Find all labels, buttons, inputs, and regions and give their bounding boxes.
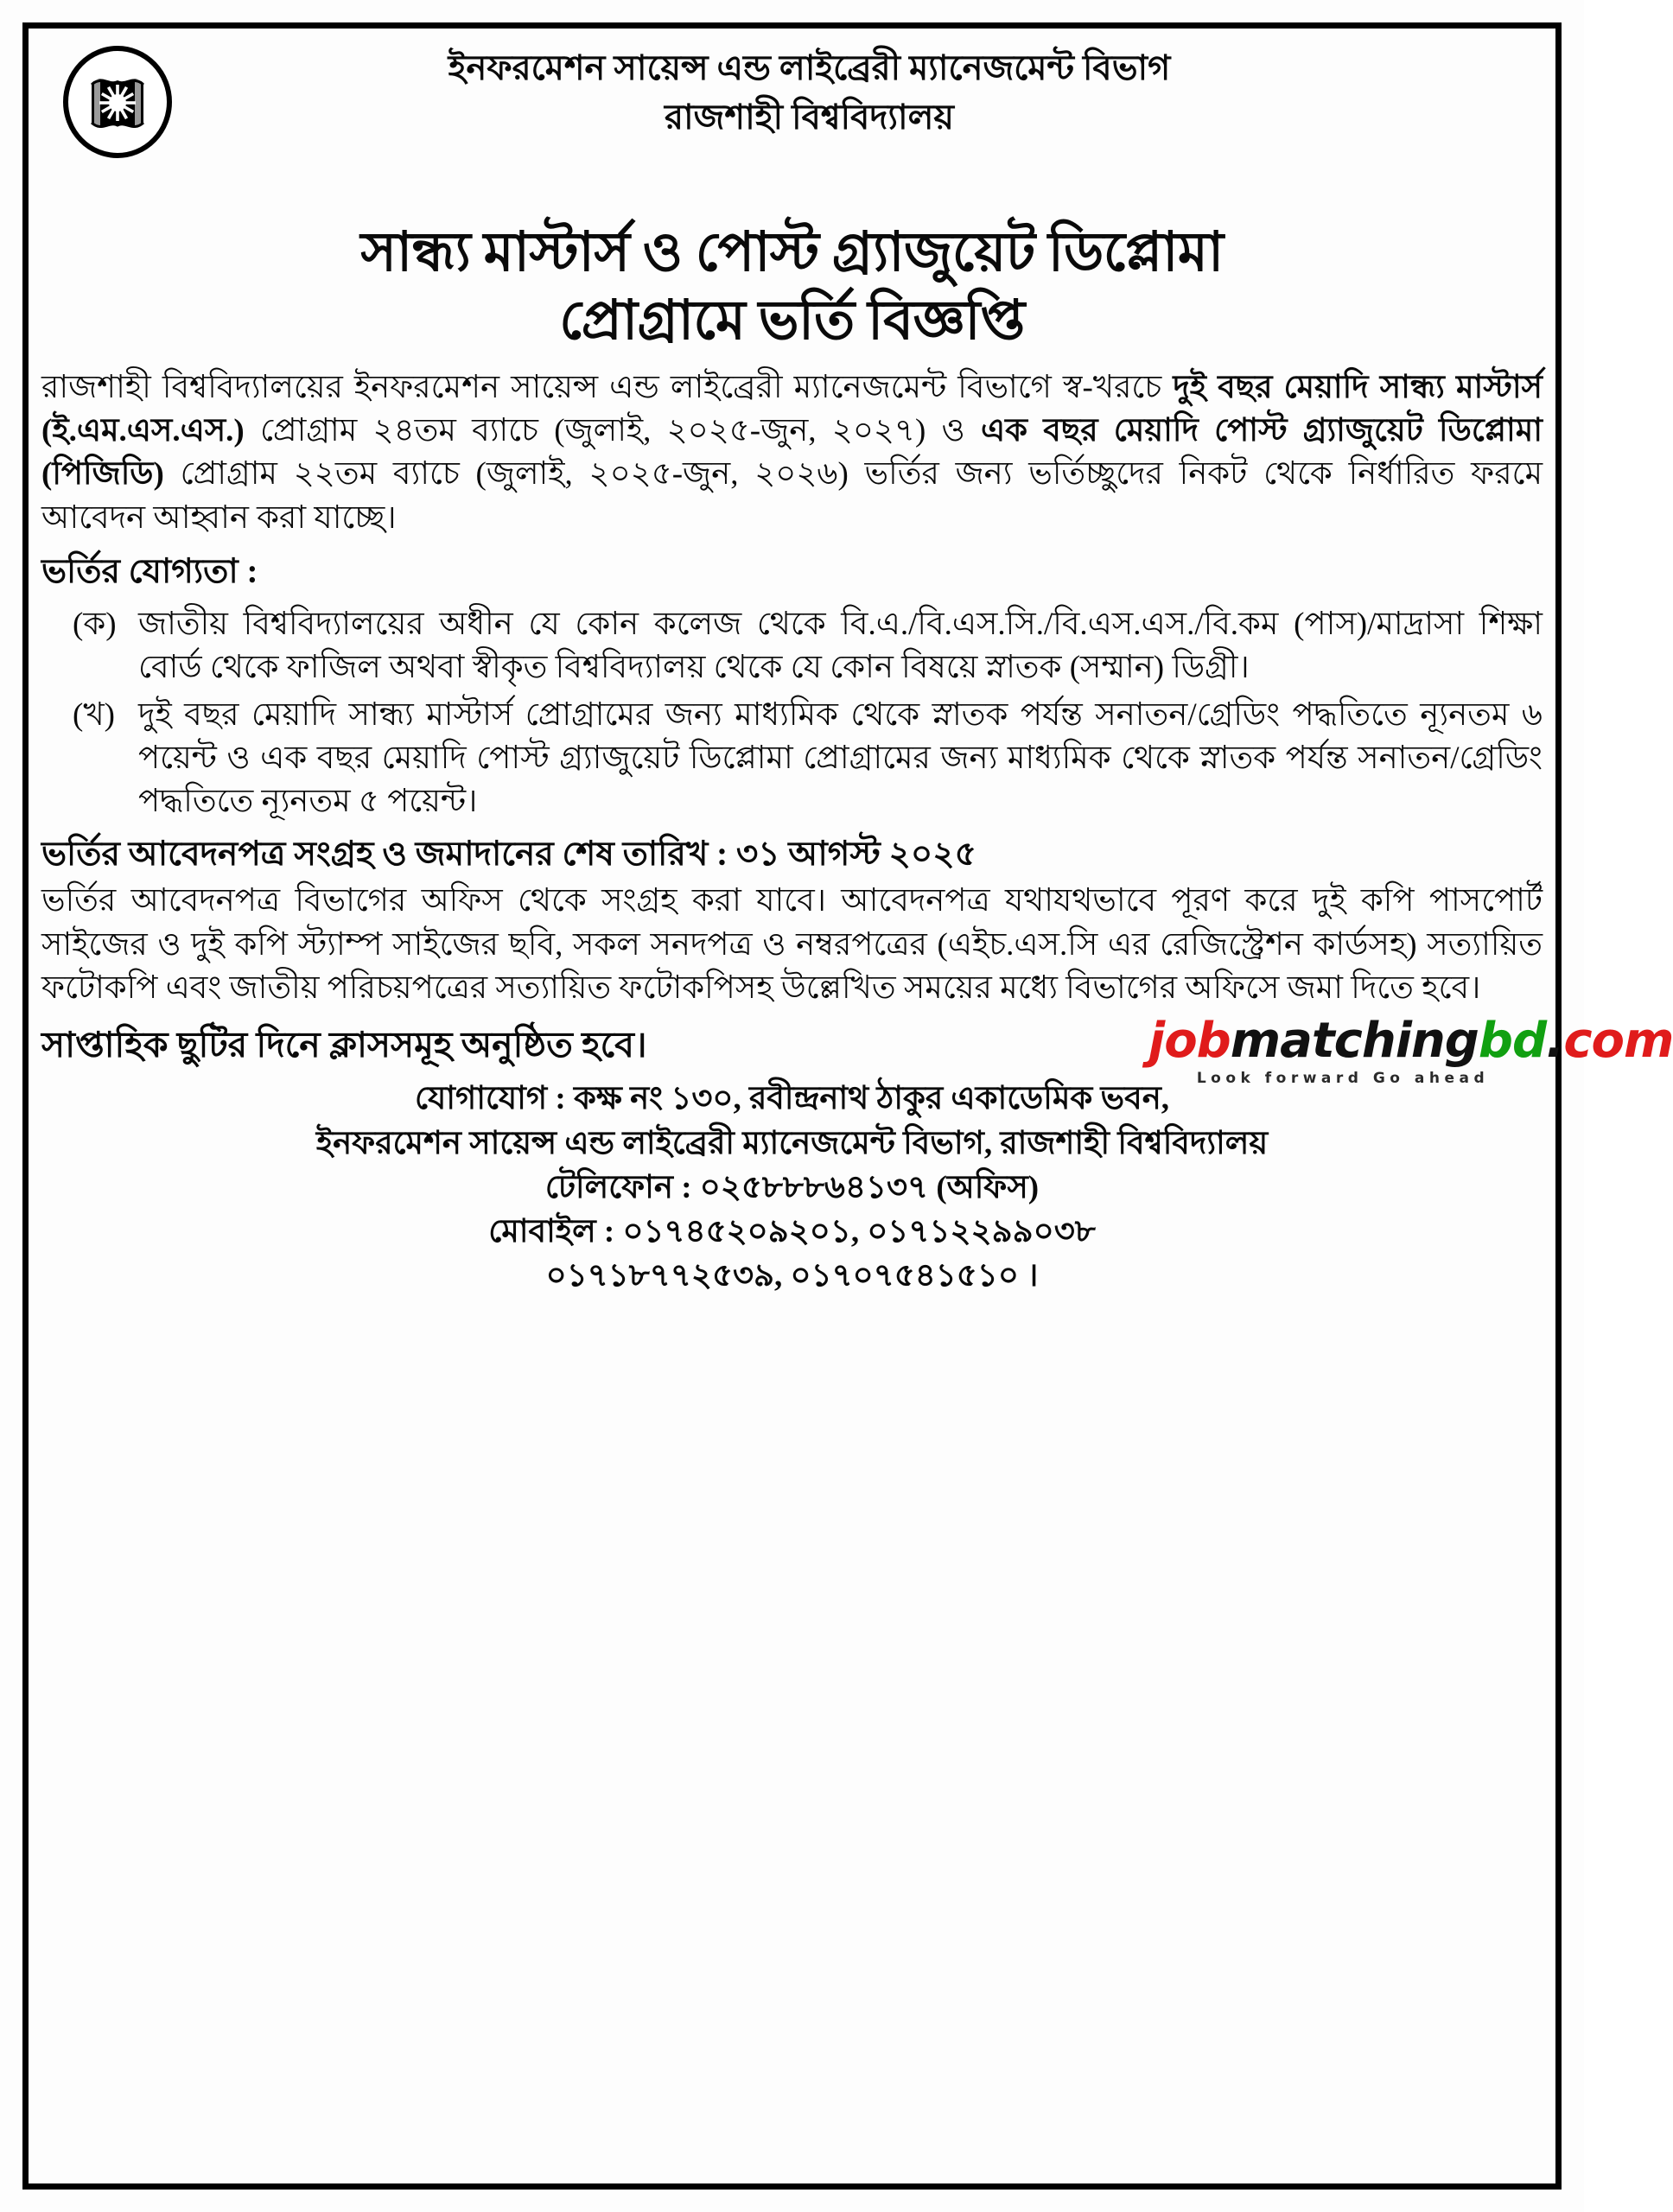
intro-part-3: প্রোগ্রাম ২২তম ব্যাচে (জুলাই, ২০২৫-জুন, ২০২৬) ভর্তির জন্য ভর্তিচ্ছুদের নিকট থেকে নির্ধারিত ফরমে আবেদন আহ্বান করা যাচ্ছে। (41, 456, 1543, 536)
header-text-block (41, 38, 1543, 140)
intro-part-2: প্রোগ্রাম ২৪তম ব্যাচে (জুলাই, ২০২৫-জুন, ২০২৭) ও (244, 413, 981, 449)
rajshahi-university-seal-icon (60, 45, 175, 159)
intro-bold-masters: দুই বছর মেয়াদি সান্ধ্য মাস্টার্স (ই.এম.এস.এস.) (41, 369, 1543, 449)
application-procedure: ভর্তির আবেদনপত্র বিভাগের অফিস থেকে সংগ্রহ করা যাবে। আবেদনপত্র যথাযথভাবে পূরণ করে দুই কপি পাসপোর্ট সাইজের ও দুই কপি স্ট্যাম্প সাইজের ছবি, সকল সনদপত্র ও নম্বরপত্রের (এইচ.এস.সি এর রেজিস্ট্রেশন কার্ডসহ) সত্যায়িত ফটোকপি এবং জাতীয় পরিচয়পত্রের সত্যায়িত ফটোকপিসহ উল্লেখিত সময়ের মধ্যে বিভাগের অফিসে জমা দিতে হবে। (41, 883, 1543, 1006)
contact-address-line-1: যোগাযোগ : কক্ষ নং ১৩০, রবীন্দ্রনাথ ঠাকুর একাডেমিক ভবন, (414, 1081, 1170, 1117)
wordmark-job: job (1148, 1013, 1231, 1070)
title-line-1: সান্ধ্য মাস্টার্স ও পোস্ট গ্র্যাজুয়েট ডিপ্লোমা (360, 222, 1224, 283)
contact-mobile-line-1: মোবাইল : ০১৭৪৫২০৯২০১, ০১৭১২২৯৯০৩৮ (488, 1213, 1096, 1249)
class-schedule-note: সাপ্তাহিক ছুটির দিনে ক্লাসসমূহ অনুষ্ঠিত হবে। (41, 1025, 647, 1065)
department-name: ইনফরমেশন সায়েন্স এন্ড লাইব্রেরী ম্যানেজমেন্ট বিভাগ (448, 48, 1171, 87)
jobmatchingbd-tagline: Look forward Go ahead (1196, 1070, 1490, 1088)
list-item-text: জাতীয় বিশ্ববিদ্যালয়ের অধীন যে কোন কলেজ থেকে বি.এ./বি.এস.সি./বি.এস.এস./বি.কম (পাস)/মাদ্রাসা শিক্ষা বোর্ড থেকে ফাজিল অথবা স্বীকৃত বিশ্ববিদ্যালয় থেকে যে কোন বিষয়ে স্নাতক (সম্মান) ডিগ্রী। (138, 606, 1543, 686)
list-item (41, 603, 1543, 690)
jobmatchingbd-wordmark (1148, 1013, 1673, 1070)
university-name: রাজশাহী বিশ্ববিদ্যালয় (665, 98, 954, 137)
intro-paragraph (41, 366, 1543, 540)
contact-address-line-2: ইনফরমেশন সায়েন্স এন্ড লাইব্রেরী ম্যানেজমেন্ট বিভাগ, রাজশাহী বিশ্ববিদ্যালয় (315, 1125, 1269, 1161)
wordmark-bd: bd (1478, 1013, 1547, 1070)
list-item-marker: (খ) (73, 696, 115, 733)
wordmark-matching: matching (1230, 1013, 1479, 1070)
eligibility-heading: ভর্তির যোগ্যতা : (41, 552, 258, 590)
intro-bold-pgd: এক বছর মেয়াদি পোস্ট গ্র্যাজুয়েট ডিপ্লোমা (পিজিডি) (41, 413, 1543, 493)
intro-part-1: রাজশাহী বিশ্ববিদ্যালয়ের ইনফরমেশন সায়েন্স এন্ড লাইব্রেরী ম্যানেজমেন্ট বিভাগে স্ব-খরচে (41, 369, 1174, 405)
jobmatchingbd-logo (1148, 1013, 1673, 1088)
title-line-2: প্রোগ্রামে ভর্তি বিজ্ঞপ্তি (559, 289, 1025, 351)
eligibility-list (41, 603, 1543, 824)
notice-content (41, 38, 1673, 2177)
contact-mobile-line-2: ০১৭১৮৭৭২৫৩৯, ০১৭০৭৫৪১৫১০ । (545, 1257, 1039, 1294)
contact-footer (41, 1077, 1543, 1297)
wordmark-dot: . (1546, 1013, 1564, 1070)
wordmark-com: com (1563, 1013, 1673, 1070)
list-item-marker: (ক) (73, 606, 117, 642)
deadline-heading: ভর্তির আবেদনপত্র সংগ্রহ ও জমাদানের শেষ তারিখ : ৩১ আগস্ট ২০২৫ (41, 835, 976, 873)
contact-telephone: টেলিফোন : ০২৫৮৮৮৬৪১৩৭ (অফিস) (544, 1169, 1040, 1205)
notice-title (41, 219, 1543, 354)
notice-header (41, 38, 1543, 211)
list-item (41, 694, 1543, 824)
list-item-text: দুই বছর মেয়াদি সান্ধ্য মাস্টার্স প্রোগ্রামের জন্য মাধ্যমিক থেকে স্নাতক পর্যন্ত সনাতন/গ্রেডিং পদ্ধতিতে ন্যূনতম ৬ পয়েন্ট ও এক বছর মেয়াদি পোস্ট গ্র্যাজুয়েট ডিপ্লোমা প্রোগ্রামের জন্য মাধ্যমিক থেকে স্নাতক পর্যন্ত সনাতন/গ্রেডিং পদ্ধতিতে ন্যূনতম ৫ পয়েন্ট। (138, 696, 1543, 820)
